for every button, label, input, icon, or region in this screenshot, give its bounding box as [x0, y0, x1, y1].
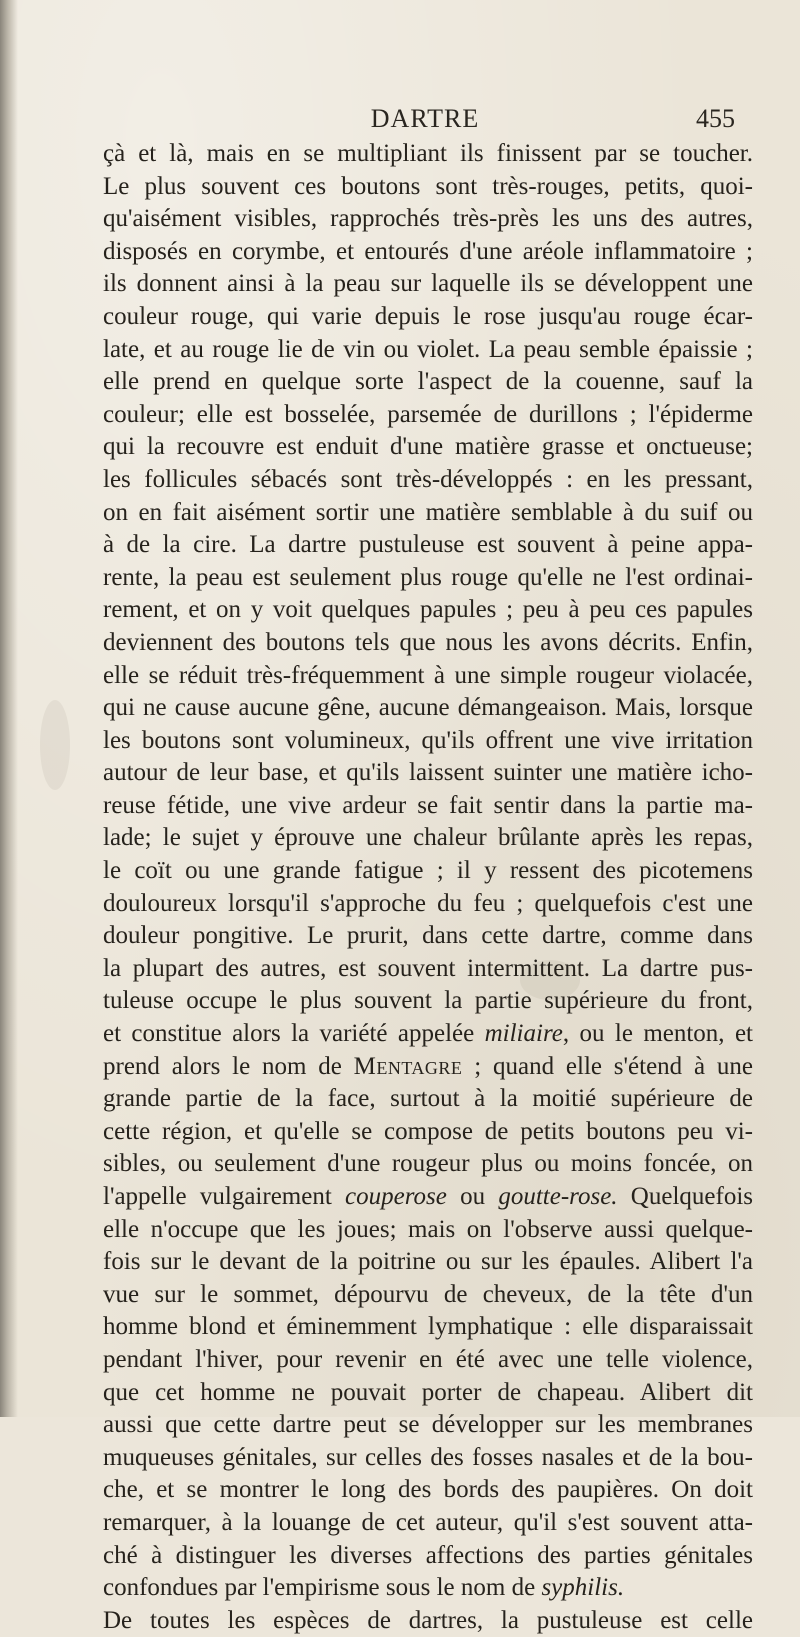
text-line	[103, 464, 753, 497]
text-run: autour de leur base, et qu'ils laissent suinter une matière icho-	[103, 759, 753, 787]
text-line	[103, 1572, 753, 1605]
text-line	[103, 757, 753, 790]
text-line	[103, 692, 753, 725]
text-run: ché à distinguer les diverses affections des parties génitales	[103, 1541, 753, 1569]
text-run: ils donnent ainsi à la peau sur laquelle ils se développent une	[103, 270, 753, 298]
text-line	[103, 855, 753, 888]
text-run: et constitue alors la variété appelée	[103, 1020, 485, 1048]
text-line	[103, 399, 753, 432]
text-line	[103, 1344, 753, 1377]
text-run: elle se réduit très-fréquemment à une simple rougeur violacée,	[103, 661, 753, 689]
text-line	[103, 888, 753, 921]
text-run: homme blond et éminemment lymphatique : elle disparaissait	[103, 1313, 753, 1341]
text-run: De toutes les espèces de dartres, la pustuleuse est celle	[103, 1606, 753, 1634]
text-line	[103, 822, 753, 855]
text-run: disposés en corymbe, et entourés d'une aréole inflammatoire ;	[103, 237, 753, 265]
text-run: pendant l'hiver, pour revenir en été avec une telle violence,	[103, 1345, 753, 1373]
text-line	[103, 171, 753, 204]
text-line	[103, 366, 753, 399]
text-line	[103, 1246, 753, 1279]
text-run: fois sur le devant de la poitrine ou sur les épaules. Alibert l'a	[103, 1248, 753, 1276]
body-text	[103, 138, 753, 1637]
text-line	[103, 1377, 753, 1410]
text-line	[103, 431, 753, 464]
text-run: reuse fétide, une vive ardeur se fait sentir dans la partie ma-	[103, 791, 753, 819]
text-line	[103, 203, 753, 236]
text-run: grande partie de la face, surtout à la moitié supérieure de	[103, 1085, 753, 1113]
text-run: confondues par l'empirisme sous le nom de	[103, 1574, 542, 1602]
text-line	[103, 497, 753, 530]
page-header	[105, 104, 745, 136]
text-run: les follicules sébacés sont très-développés : en les pressant,	[103, 465, 753, 493]
running-title: DARTRE	[370, 104, 480, 133]
paper-stain	[40, 700, 70, 790]
text-run: à de la cire. La dartre pustuleuse est souvent à peine appa-	[103, 531, 753, 559]
text-line	[103, 138, 753, 171]
text-run: qu'aisément visibles, rapprochés très-près les uns des autres,	[103, 205, 753, 233]
text-line	[103, 953, 753, 986]
text-line	[103, 334, 753, 367]
text-run: couleur; elle est bosselée, parsemée de durillons ; l'épiderme	[103, 400, 753, 428]
text-run: douleur pongitive. Le prurit, dans cette dartre, comme dans	[103, 922, 753, 950]
text-line	[103, 1018, 753, 1051]
text-line	[103, 660, 753, 693]
text-run: rente, la peau est seulement plus rouge qu'elle ne l'est ordinai-	[103, 563, 753, 591]
text-run: che, et se montrer le long des bords des paupières. On doit	[103, 1476, 753, 1504]
page-edge-shadow	[0, 0, 18, 1417]
text-run: lade; le sujet y éprouve une chaleur brûlante après les repas,	[103, 824, 753, 852]
text-run: tuleuse occupe le plus souvent la partie supérieure du front,	[103, 987, 753, 1015]
text-line	[103, 1116, 753, 1149]
text-run: Le plus souvent ces boutons sont très-rouges, petits, quoi-	[103, 172, 753, 200]
italic-term: goutte-rose.	[498, 1183, 618, 1210]
text-run: elle n'occupe que les joues; mais on l'observe aussi quelque-	[103, 1215, 753, 1243]
text-run: rement, et on y voit quelques papules ; peu à peu ces papules	[103, 596, 753, 624]
text-run: elle prend en quelque sorte l'aspect de la couenne, sauf la	[103, 368, 753, 396]
italic-term: miliaire	[484, 1020, 563, 1048]
text-line	[103, 1214, 753, 1247]
text-run: ou	[446, 1183, 499, 1210]
text-run: aussi que cette dartre peut se développer sur les membranes	[103, 1411, 753, 1439]
text-line	[103, 1148, 753, 1181]
text-run: prend alors le nom de	[103, 1052, 354, 1080]
text-line	[103, 594, 753, 627]
text-run: çà et là, mais en se multipliant ils finissent par se toucher.	[103, 140, 753, 167]
text-line	[103, 1279, 753, 1312]
text-line	[103, 268, 753, 301]
text-line	[103, 1507, 753, 1540]
italic-term: couperose	[345, 1183, 447, 1210]
text-line	[103, 562, 753, 595]
text-run: les boutons sont volumineux, qu'ils offrent une vive irritation	[103, 726, 753, 754]
text-run: couleur rouge, qui varie depuis le rose jusqu'au rouge écar-	[103, 302, 753, 330]
text-line	[103, 1311, 753, 1344]
text-run: la plupart des autres, est souvent intermittent. La dartre pus-	[103, 954, 753, 982]
text-run: l'appelle vulgairement	[103, 1183, 346, 1210]
text-line	[103, 627, 753, 660]
text-line	[103, 725, 753, 758]
text-line	[103, 1540, 753, 1573]
text-line	[103, 985, 753, 1018]
text-run: muqueuses génitales, sur celles des fosses nasales et de la bou-	[103, 1443, 753, 1471]
text-run: sibles, ou seulement d'une rougeur plus ou moins foncée, on	[103, 1150, 753, 1178]
text-line	[103, 1083, 753, 1116]
text-run: qui ne cause aucune gêne, aucune démangeaison. Mais, lorsque	[103, 694, 753, 722]
page-number: 455	[696, 104, 735, 133]
text-run: , ou le menton, et	[562, 1020, 753, 1048]
text-line	[103, 790, 753, 823]
text-line	[103, 301, 753, 334]
text-run: ; quand elle s'étend à une	[462, 1052, 753, 1080]
text-line	[103, 1409, 753, 1442]
text-line	[103, 1474, 753, 1507]
text-run: late, et au rouge lie de vin ou violet. La peau semble épaissie ;	[103, 335, 753, 363]
text-run: on en fait aisément sortir une matière semblable à du suif ou	[103, 498, 753, 526]
text-line	[103, 1442, 753, 1475]
text-run: le coït ou une grande fatigue ; il y ressent des picotemens	[103, 857, 753, 885]
text-run: Quelquefois	[617, 1183, 754, 1210]
italic-term: syphilis.	[541, 1574, 625, 1602]
text-run: cette région, et qu'elle se compose de petits boutons peu vi-	[103, 1117, 753, 1145]
text-run: qui la recouvre est enduit d'une matière grasse et onctueuse;	[103, 433, 753, 461]
text-run: vue sur le sommet, dépourvu de cheveux, de la tête d'un	[103, 1280, 753, 1308]
small-caps-term: Mentagre	[353, 1052, 463, 1080]
text-line	[103, 529, 753, 562]
text-line	[103, 920, 753, 953]
text-line	[103, 1605, 753, 1637]
text-line	[103, 1051, 753, 1084]
text-line	[103, 236, 753, 269]
text-line	[103, 1181, 753, 1214]
text-run: que cet homme ne pouvait porter de chapeau. Alibert dit	[103, 1378, 753, 1406]
text-run: remarquer, à la louange de cet auteur, qu'il s'est souvent atta-	[103, 1508, 753, 1536]
text-run: douloureux lorsqu'il s'approche du feu ; quelquefois c'est une	[103, 889, 753, 917]
text-run: deviennent des boutons tels que nous les avons décrits. Enfin,	[103, 628, 753, 656]
